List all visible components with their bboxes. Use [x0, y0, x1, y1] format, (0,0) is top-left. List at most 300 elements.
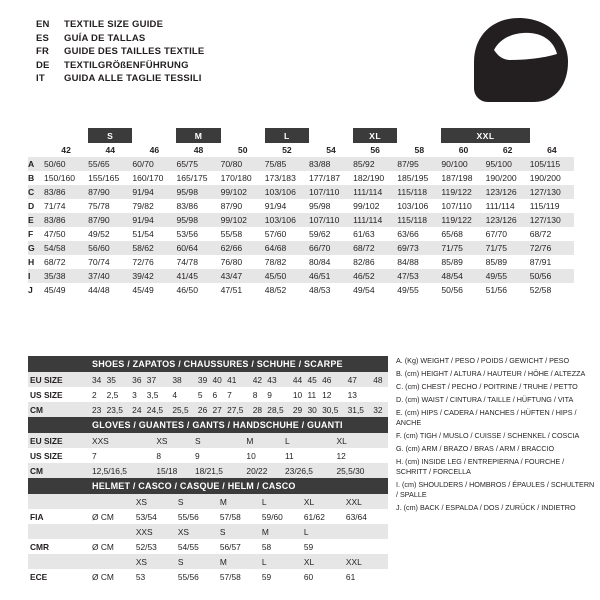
row-label: CM: [28, 463, 92, 478]
cell: 2,5: [106, 389, 119, 400]
cell: 103/106: [264, 187, 296, 197]
size-band-xxl: XXL: [441, 128, 529, 143]
table-row: [28, 241, 574, 255]
num-header-cell: 44: [105, 145, 116, 155]
cell: 43/47: [220, 271, 243, 281]
cell: [92, 524, 136, 539]
cell: 68/72: [353, 243, 375, 253]
cell: 31,5: [348, 402, 374, 417]
legend-item: H. (cm) INSIDE LEG / ENTREPIERNA / FOURCHE / SCHRITT / FORCELLA: [396, 457, 565, 476]
cell: 72/76: [529, 243, 552, 253]
cell: 165/175: [176, 173, 208, 183]
cell: 107/110: [308, 187, 340, 197]
table-row: [28, 554, 388, 569]
cell: 32: [373, 402, 388, 417]
cell: 45/49: [132, 285, 154, 295]
cell: 63/64: [345, 511, 367, 522]
cell: 69/73: [397, 243, 419, 253]
cell: 54/55: [177, 541, 199, 552]
cell: 58: [261, 541, 272, 552]
cell: 85/89: [485, 257, 508, 267]
cell: 3,5: [146, 389, 159, 400]
size-band-s: S: [88, 128, 132, 143]
cell: 173/183: [264, 173, 296, 183]
cell: 53: [135, 571, 146, 582]
table-row: [28, 402, 388, 417]
cell: 150/160: [44, 173, 76, 183]
cell: 123/126: [485, 215, 517, 225]
header-lang-code: EN: [36, 19, 50, 30]
cell: 12,5/16,5: [92, 463, 156, 478]
cell: 90/100: [441, 159, 468, 169]
cell: 187/198: [441, 173, 473, 183]
cell: 56/60: [88, 243, 110, 253]
num-header-cell: 58: [414, 145, 425, 155]
cell: 47/50: [44, 229, 66, 239]
cell: 91/94: [132, 187, 154, 197]
cell: 84/88: [397, 257, 419, 267]
cell: 45: [307, 372, 322, 387]
row-label: CMR: [30, 541, 50, 552]
cell: 48/54: [441, 271, 463, 281]
cell: 105/115: [529, 159, 561, 169]
cell: 48/53: [308, 285, 331, 295]
table-row: [28, 448, 388, 463]
cell: 87/90: [88, 187, 110, 197]
cell: 56/57: [219, 541, 241, 552]
cell: 87/90: [88, 215, 110, 225]
row-label: EU SIZE: [28, 433, 92, 448]
main-size-table: [28, 128, 574, 297]
size-band-m: M: [176, 128, 220, 143]
cell: 50/56: [441, 285, 463, 295]
cell: 24,5: [147, 402, 173, 417]
cell: 71/75: [485, 243, 508, 253]
cell: 76/80: [220, 257, 243, 267]
cell: 49/54: [353, 285, 375, 295]
header-lang-code: DE: [36, 59, 50, 71]
cell: 48: [373, 372, 388, 387]
numeric-header-row: [28, 143, 574, 157]
cell: 68/72: [529, 229, 552, 239]
cell: 57/60: [264, 229, 287, 239]
cell: 50/60: [44, 159, 66, 169]
cell: 64/68: [264, 243, 287, 253]
row-label: D: [28, 201, 35, 211]
cell: 51/54: [132, 229, 154, 239]
num-header-cell: 48: [193, 145, 204, 155]
row-label: US SIZE: [30, 450, 63, 461]
cell: 70/80: [220, 159, 243, 169]
cell: 107/110: [441, 201, 472, 211]
cell: 36: [132, 372, 147, 387]
cell: 119/122: [441, 215, 472, 225]
num-header-cell: 54: [326, 145, 336, 155]
header-line: [36, 59, 376, 73]
cell: 45/49: [44, 285, 66, 295]
row-label: E: [28, 215, 34, 225]
cell: 87/95: [397, 159, 419, 169]
num-header-cell: 62: [502, 145, 513, 155]
cell: 49/55: [485, 271, 508, 281]
cell: 42: [253, 372, 268, 387]
header-line: [36, 72, 376, 86]
cell: 41: [227, 372, 253, 387]
legend-item: B. (cm) HEIGHT / ALTURA / HAUTEUR / HÖHE / ALTEZZA: [396, 369, 586, 379]
row-label: ECE: [30, 571, 48, 582]
size-band-l: L: [265, 128, 309, 143]
cell: 45/50: [264, 271, 287, 281]
cell: 85/89: [441, 257, 463, 267]
cell: 70/74: [88, 257, 110, 267]
cell: 52/53: [135, 541, 157, 552]
cell: 27,5: [227, 402, 253, 417]
cell: 60: [303, 571, 314, 582]
cell: 23,5: [107, 402, 133, 417]
header-lang-text: GUÍA DE TALLAS: [64, 32, 146, 44]
num-header-cell: 64: [547, 145, 557, 155]
header-lang-text: TEXTILGRÖßENFÜHRUNG: [64, 59, 189, 71]
cell: Ø CM: [92, 541, 114, 552]
cell: 95/98: [176, 215, 198, 225]
header-line: [36, 45, 376, 59]
row-label: B: [28, 173, 35, 183]
cell: 12: [322, 389, 332, 400]
cell: XS: [136, 554, 178, 569]
cell: 13: [347, 389, 357, 400]
cell: 37/40: [88, 271, 110, 281]
cell: 47/53: [397, 271, 419, 281]
cell: 55/56: [177, 511, 199, 522]
legend-item: J. (cm) BACK / ESPALDA / DOS / ZURÜCK / INDIETRO: [396, 502, 576, 512]
cell: 35/38: [44, 271, 66, 281]
cell: 83/88: [308, 159, 331, 169]
size-band-xl: XL: [353, 128, 397, 143]
cell: 83/86: [44, 215, 66, 225]
cell: 52/58: [529, 285, 552, 295]
cell: 115/119: [529, 201, 560, 211]
helmet-icon: [464, 14, 574, 119]
cell: 127/130: [529, 215, 561, 225]
row-label: F: [28, 229, 34, 239]
cell: 35: [107, 372, 133, 387]
cell: Ø CM: [92, 571, 114, 582]
cell: S: [178, 494, 220, 509]
header-lang-code: IT: [36, 73, 45, 85]
cell: 27: [213, 402, 228, 417]
helmet-table: [28, 494, 388, 584]
cell: 79/82: [132, 201, 154, 211]
table-row: [28, 213, 574, 227]
row-label: H: [28, 257, 35, 267]
cell: 111/114: [485, 201, 515, 211]
cell: 155/165: [88, 173, 120, 183]
sub-tables: [28, 356, 388, 584]
cell: 7: [92, 450, 97, 461]
row-label: EU SIZE: [28, 372, 92, 387]
cell: 60/64: [176, 243, 198, 253]
cell: 55/58: [220, 229, 243, 239]
cell: 29: [293, 402, 308, 417]
header-line: [36, 32, 376, 46]
cell: 49/55: [397, 285, 419, 295]
cell: 46/52: [353, 271, 375, 281]
gloves-section-title: GLOVES / GUANTES / GANTS / HANDSCHUHE / GUANTI: [28, 417, 388, 433]
cell: S: [220, 524, 262, 539]
cell: 25,5: [172, 402, 198, 417]
legend-item: A. (Kg) WEIGHT / PESO / POIDS / GEWICHT / PESO: [396, 356, 570, 365]
table-row: [28, 255, 574, 269]
cell: 182/190: [353, 173, 385, 183]
cell: 63/66: [397, 229, 419, 239]
cell: 44: [293, 372, 308, 387]
cell: S: [195, 433, 246, 448]
cell: 26: [198, 402, 213, 417]
shoes-section-title: SHOES / ZAPATOS / CHAUSSURES / SCHUHE / SCARPE: [28, 356, 388, 372]
cell: 39/42: [132, 271, 154, 281]
cell: 71/74: [44, 201, 66, 211]
cell: 57/58: [219, 511, 241, 522]
cell: XL: [336, 433, 388, 448]
cell: 111/114: [353, 187, 383, 197]
cell: 41/45: [176, 271, 198, 281]
cell: 170/180: [220, 173, 252, 183]
cell: 24: [132, 402, 147, 417]
cell: 78/82: [264, 257, 287, 267]
cell: 127/130: [529, 187, 561, 197]
cell: 30: [307, 402, 322, 417]
header-lang-code: ES: [36, 32, 50, 44]
cell: 91/94: [132, 215, 154, 225]
cell: 107/110: [308, 215, 340, 225]
table-row: [28, 283, 574, 297]
table-row: [28, 199, 574, 213]
cell: 5: [197, 389, 203, 400]
cell: 65/68: [441, 229, 463, 239]
num-header-cell: 52: [282, 145, 292, 155]
cell: M: [220, 554, 262, 569]
cell: 53/56: [176, 229, 198, 239]
cell: 38: [172, 372, 198, 387]
table-row: [28, 433, 388, 448]
cell: 40: [213, 372, 228, 387]
table-row: [28, 185, 574, 199]
cell: 85/92: [353, 159, 375, 169]
table-row: [28, 509, 388, 524]
cell: 9: [194, 450, 200, 461]
table-row: [28, 157, 574, 171]
cell: 28: [253, 402, 268, 417]
cell: 103/106: [397, 201, 429, 211]
cell: 72/76: [132, 257, 154, 267]
table-row: [28, 524, 388, 539]
cell: 59: [261, 571, 272, 582]
table-row: [28, 387, 388, 402]
cell: 23/26,5: [285, 463, 336, 478]
cell: 2: [92, 389, 97, 400]
cell: [373, 387, 388, 402]
cell: 65/75: [176, 159, 198, 169]
cell: 8: [156, 450, 161, 461]
num-header-cell: 56: [370, 145, 380, 155]
cell: M: [246, 433, 285, 448]
legend-item: C. (cm) CHEST / PECHO / POITRINE / TRUHE / PETTO: [396, 382, 578, 392]
cell: 7: [227, 389, 232, 400]
gloves-table: [28, 433, 388, 478]
cell: [92, 554, 136, 569]
cell: 10: [292, 389, 303, 400]
row-label: G: [28, 243, 35, 253]
cell: M: [262, 524, 304, 539]
cell: 75/85: [264, 159, 287, 169]
cell: [346, 539, 388, 554]
num-header-cell: 46: [149, 145, 160, 155]
cell: 87/90: [220, 201, 243, 211]
cell: 34: [92, 372, 107, 387]
cell: 11: [307, 389, 317, 400]
cell: 82/86: [353, 257, 375, 267]
legend-item: F. (cm) TIGH / MUSLO / CUISSE / SCHENKEL / COSCIA: [396, 431, 580, 441]
cell: XL: [304, 554, 346, 569]
cell: 95/98: [308, 201, 331, 211]
table-row: [28, 494, 388, 509]
cell: 80/84: [308, 257, 331, 267]
cell: 47: [348, 372, 374, 387]
cell: 67/70: [485, 229, 508, 239]
cell: XXL: [346, 494, 388, 509]
header-lang-code: FR: [36, 46, 50, 58]
cell: 9: [267, 389, 272, 400]
cell: XXS: [136, 524, 178, 539]
table-row: [28, 463, 388, 478]
cell: 119/122: [441, 187, 472, 197]
cell: 55/56: [177, 571, 199, 582]
num-header-cell: 60: [458, 145, 469, 155]
helmet-section-title: HELMET / CASCO / CASQUE / HELM / CASCO: [28, 478, 388, 494]
row-label: US SIZE: [30, 389, 63, 400]
cell: 123/126: [485, 187, 517, 197]
cell: 10: [246, 450, 256, 461]
row-label: FIA: [30, 511, 44, 522]
cell: 91/94: [264, 201, 287, 211]
cell: M: [220, 494, 262, 509]
cell: 160/170: [132, 173, 164, 183]
size-band-row: [28, 128, 574, 143]
cell: 44/48: [88, 285, 110, 295]
cell: Ø CM: [92, 511, 114, 522]
cell: 99/102: [353, 201, 380, 211]
cell: L: [285, 433, 336, 448]
table-row: [28, 171, 574, 185]
legend-item: E. (cm) HIPS / CADERA / HANCHES / HÜFTEN / HIPS / ANCHE: [396, 408, 577, 427]
cell: L: [262, 494, 304, 509]
cell: 83/86: [176, 201, 198, 211]
cell: 61: [345, 571, 356, 582]
cell: 49/52: [88, 229, 110, 239]
cell: 55/65: [88, 159, 110, 169]
cell: 59: [303, 541, 314, 552]
cell: 6: [212, 389, 218, 400]
measurement-legend: [396, 356, 596, 516]
table-row: [28, 569, 388, 584]
cell: [346, 524, 388, 539]
cell: 48/52: [264, 285, 287, 295]
cell: XXL: [346, 554, 388, 569]
cell: 190/200: [529, 173, 561, 183]
row-label: I: [28, 271, 31, 281]
cell: XS: [178, 524, 220, 539]
cell: 39: [198, 372, 213, 387]
cell: XS: [156, 433, 195, 448]
cell: 61/63: [353, 229, 375, 239]
cell: 115/118: [397, 215, 428, 225]
header-lang-text: GUIDE DES TAILLES TEXTILE: [64, 46, 205, 58]
cell: 51/56: [485, 285, 508, 295]
cell: 95/100: [485, 159, 512, 169]
row-label: [28, 494, 92, 509]
row-label: CM: [28, 402, 92, 417]
cell: 59/62: [308, 229, 331, 239]
num-header-cell: 50: [237, 145, 248, 155]
cell: 74/78: [176, 257, 198, 267]
legend-item: G. (cm) ARM / BRAZO / BRAS / ARM / BRACCIO: [396, 444, 555, 454]
cell: 4: [172, 389, 178, 400]
cell: 11: [285, 450, 294, 461]
cell: 190/200: [485, 173, 517, 183]
num-header-cell: 42: [61, 145, 71, 155]
cell: 15/18: [156, 463, 195, 478]
table-row: [28, 372, 388, 387]
cell: 37: [147, 372, 173, 387]
table-row: [28, 227, 574, 241]
shoes-table: [28, 372, 388, 417]
cell: 87/91: [529, 257, 552, 267]
cell: 12: [336, 450, 346, 461]
cell: 46: [322, 372, 348, 387]
row-label: J: [28, 285, 33, 295]
cell: 43: [267, 372, 293, 387]
cell: 99/102: [220, 215, 247, 225]
cell: 25,5/30: [336, 463, 388, 478]
row-label: [28, 524, 92, 539]
table-row: [28, 269, 574, 283]
cell: L: [304, 524, 346, 539]
cell: 57/58: [219, 571, 241, 582]
cell: 103/106: [264, 215, 296, 225]
cell: 61/62: [303, 511, 325, 522]
cell: 66/70: [308, 243, 331, 253]
cell: XL: [304, 494, 346, 509]
cell: 8: [252, 389, 258, 400]
header-languages: [36, 18, 376, 86]
cell: 115/118: [397, 187, 428, 197]
row-label: C: [28, 187, 35, 197]
cell: 60/70: [132, 159, 154, 169]
legend-item: I. (cm) SHOULDERS / HOMBROS / ÉPAULES / SCHULTERN / SPALLE: [396, 479, 595, 499]
legend-item: D. (cm) WAIST / CINTURA / TAILLE / HÜFTUNG / VITA: [396, 395, 574, 405]
cell: 177/187: [308, 173, 341, 183]
table-row: [28, 539, 388, 554]
cell: 53/54: [135, 511, 157, 522]
cell: 62/66: [220, 243, 243, 253]
cell: 46/50: [176, 285, 198, 295]
cell: 75/78: [88, 201, 110, 211]
header-line: [36, 18, 376, 32]
cell: 23: [92, 402, 107, 417]
cell: 99/102: [220, 187, 247, 197]
cell: 50/56: [529, 271, 552, 281]
cell: 59/60: [261, 511, 283, 522]
